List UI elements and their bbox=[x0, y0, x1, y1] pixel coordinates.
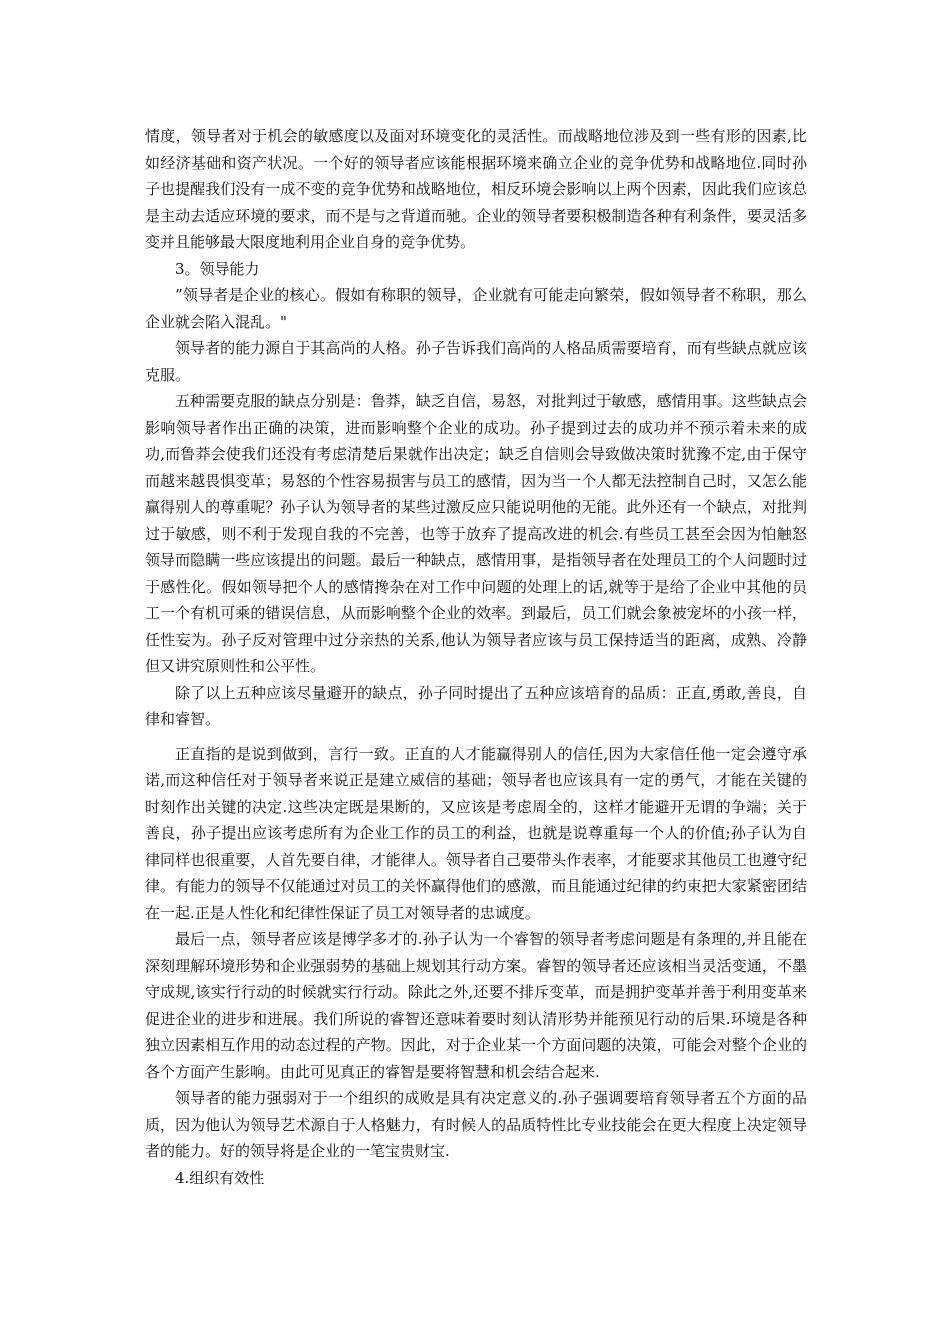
section-heading-organization: 4.组织有效性 bbox=[175, 1168, 265, 1187]
paragraph-five-flaws: 五种需要克服的缺点分别是：鲁莽，缺乏自信，易怒，对批判过于敏感，感情用事。这些缺点会影响领导者作出正确的决策，进而影响整个企业的成功。孙子提到过去的成功并不预示着未来的成功,而鲁莽会使我们还没有考虑清楚后果就作出决定；缺乏自信则会导致做决策时犹豫不定,由于保守而越来越畏惧变革；易怒的个性容易损害与员工的感情，因为当一个人都无法控制自己时，又怎么能赢得别人的尊重呢？孙子认为领导者的某些过激反应只能说明他的无能。此外还有一个缺点，对批判过于敏感，则不利于发现自我的不完善，也等于放弃了提高改进的机会.有些员工甚至会因为怕触怒领导而隐瞒一些应该提出的问题。最后一种缺点，感情用事，是指领导者在处理员工的个人问题时过于感性化。假如领导把个人的感情搀杂在对工作中问题的处理上的话,就等于是给了企业中其他的员工一个有机可乘的错误信息，从而影响整个企业的效率。到最后，员工们就会象被宠坏的小孩一样，任性妄为。孙子反对管理中过分亲热的关系,他认为领导者应该与员工保持适当的距离，成熟、冷静但又讲究原则性和公平性。 bbox=[145, 392, 807, 675]
paragraph-integrity: 正直指的是说到做到，言行一致。正直的人才能赢得别人的信任,因为大家信任他一定会遵守承诺,而这种信任对于领导者来说正是建立威信的基础；领导者也应该具有一定的勇气，才能在关键的时刻作出关键的决定.这些决定既是果断的，又应该是考虑周全的，这样才能避开无谓的争端；关于善良，孙子提出应该考虑所有为企业工作的员工的利益，也就是说尊重每一个人的价值;孙子认为自律同样也很重要，人首先要自律，才能律人。领导者自己要带头作表率，才能要求其他员工也遵守纪律。有能力的领导不仅能通过对员工的关怀赢得他们的感激，而且能通过纪律的约束把大家紧密团结在一起.正是人性化和纪律性保证了员工对领导者的忠诚度。 bbox=[145, 744, 807, 922]
paragraph-environment: 情度，领导者对于机会的敏感度以及面对环境变化的灵活性。而战略地位涉及到一些有形的因素,比如经济基础和资产状况。一个好的领导者应该能根据环境来确立企业的竞争优势和战略地位.同时孙子也提醒我们没有一成不变的竞争优势和战略地位，相反环境会影响以上两个因素，因此我们应该总是主动去适应环境的要求，而不是与之背道而驰。企业的领导者要积极制造各种有利条件，要灵活多变并且能够最大限度地利用企业自身的竞争优势。 bbox=[145, 127, 807, 251]
section-heading-leadership: 3。领导能力 bbox=[175, 259, 260, 278]
paragraph-wisdom: 最后一点，领导者应该是博学多才的.孙子认为一个睿智的领导者考虑问题是有条理的,并且能在深刻理解环境形势和企业强弱势的基础上规划其行动方案。睿智的领导者还应该相当灵活变通，不墨守成规,该实行行动的时候就实行行动。除此之外,还要不排斥变革，而是拥护变革并善于利用变革来促进企业的进步和进展。我们所说的睿智还意味着要时刻认清形势并能预见行动的后果.环境是各种独立因素相互作用的动态过程的产物。因此，对于企业某一个方面问题的决策，可能会对整个企业的各个方面产生影响。由此可见真正的睿智是要将智慧和机会结合起来. bbox=[145, 930, 807, 1081]
paragraph-leadership-summary: 领导者的能力强弱对于一个组织的成败是具有决定意义的.孙子强调要培育领导者五个方面的品质，因为他认为领导艺术源自于人格魅力，有时候人的品质特性比专业技能会在更大程度上决定领导者的能力。好的领导将是企业的一笔宝贵财宝. bbox=[145, 1089, 807, 1160]
paragraph-character: 领导者的能力源自于其高尚的人格。孙子告诉我们高尚的人格品质需要培育，而有些缺点就应该克服。 bbox=[145, 339, 807, 384]
paragraph-five-qualities: 除了以上五种应该尽量避开的缺点，孙子同时提出了五种应该培育的品质：正直,勇敢,善良，自律和睿智。 bbox=[145, 683, 807, 728]
document-body bbox=[145, 123, 807, 1191]
paragraph-quote-core: ”领导者是企业的核心。假如有称职的领导，企业就有可能走向繁荣，假如领导者不称职，那么企业就会陷入混乱。" bbox=[145, 286, 807, 331]
